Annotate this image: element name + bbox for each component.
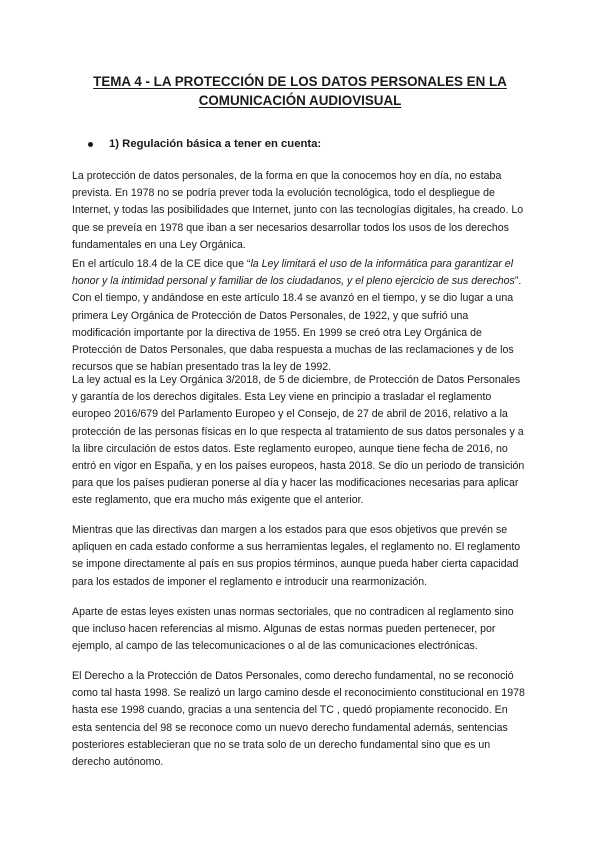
constitution-quote: la Ley limitará el uso de la informática para garantizar el honor y la intimidad personal y familiar de los ciudadanos, y el pleno ejercicio de sus derechos (72, 258, 515, 288)
paragraph-article-18 (72, 256, 528, 376)
paragraph-fundamental-right: El Derecho a la Protección de Datos Personales, como derecho fundamental, no se reconoció como tal hasta 1998. Se realizó un largo camino desde el reconocimiento constitucional en 1978 hasta ese 1998 cuando, gracias a una sentencia del TC , quedó propiamente reconocido. En esta sentencia del 98 se reconoce como un nuevo derecho fundamental además, sentencias posteriores establecieran que no se trata solo de un derecho fundamental sino que es un derecho autónomo. (72, 670, 525, 769)
paragraph-intro: La protección de datos personales, de la forma en que la conocemos hoy en día, no estaba prevista. En 1978 no se podría prever toda la evolución tecnológica, todo el despliegue de Internet, y todas las posibilidades que Internet, junto con las tecnologías digitales, ha creado. Lo que se preveía en 1978 que iban a ser necesarios desarrollar todos los usos de los derechos fundamentales en una Ley Orgánica. (72, 170, 524, 251)
bullet-icon (88, 142, 93, 147)
paragraph-article-18-rest: ”. Con el tiempo, y andándose en este artículo 18.4 se avanzó en el tiempo, y se dio lugar a una primera Ley Orgánica de Protección de Datos Personales, de 1922, y que sufrió una modificación importante por la directiva de 1955. En 1999 se creó otra Ley Orgánica de Protección de Datos Personales, que daba respuesta a muchas de las reclamaciones y de los recursos que se habían presentado tras la ley de 1992. (72, 275, 522, 374)
paragraph-sector-norms: Aparte de estas leyes existen unas normas sectoriales, que no contradicen al reglamento sino que incluso hacen referencias al mismo. Algunas de estas normas pueden pertenecer, por ejemplo, al campo de las telecomunicaciones o al de las comunicaciones electrónicas. (72, 606, 514, 653)
paragraph-directives: Mientras que las directivas dan margen a los estados para que esos objetivos que prevén se apliquen en cada estado conforme a sus herramientas legales, el reglamento no. El reglamento se impone directamente al país en sus propios términos, aunque pueda haber cierta capacidad para los estados de imponer el reglamento e introducir una rearmonización. (72, 524, 521, 588)
document-title: TEMA 4 - LA PROTECCIÓN DE LOS DATOS PERSONALES EN LA COMUNICACIÓN AUDIOVISUAL (93, 74, 507, 108)
section-heading (88, 136, 321, 152)
paragraph-article-18-lead: En el artículo 18.4 de la CE dice que “ (72, 258, 251, 270)
paragraph-current-law: La ley actual es la Ley Orgánica 3/2018, de 5 de diciembre, de Protección de Datos Personales y garantía de los derechos digitales. Esta Ley viene en principio a trasladar el reglamento europeo 2016/679 del Parlamento Europeo y el Consejo, de 27 de abril de 2016, relativo a la protección de las personas físicas en lo que respecta al tratamiento de sus datos personales y a la libre circulación de estos datos. Este reglamento europeo, aunque tiene fecha de 2016, no entró en vigor en España, y en los países europeos, hasta 2018. Se dio un periodo de transición para que los países pudieran ponerse al día y hacer las modificaciones necesarias para aplicar este reglamento, que era mucho más exigente que el anterior. (72, 374, 525, 507)
section-heading-text: 1) Regulación básica a tener en cuenta: (109, 138, 322, 150)
